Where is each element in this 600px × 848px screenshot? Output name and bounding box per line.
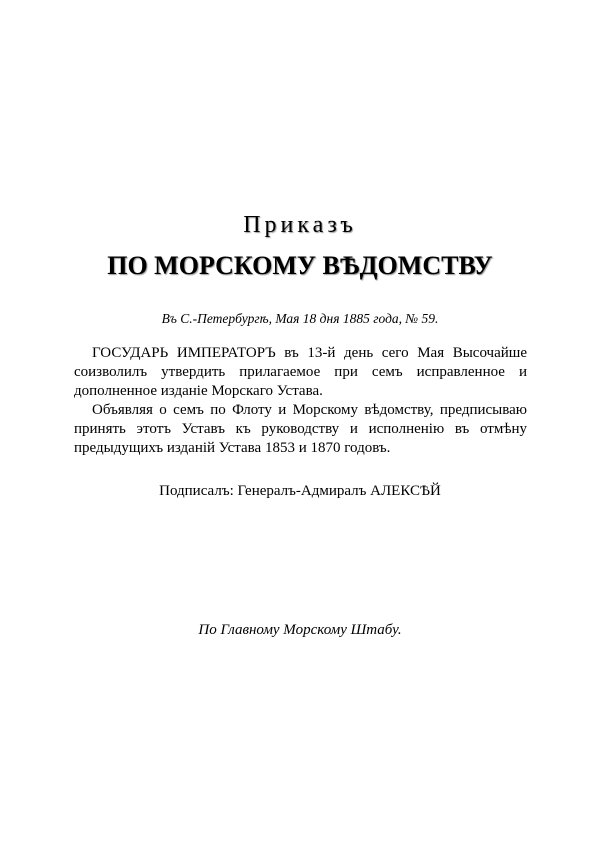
body-paragraph: Объявляя о семъ по Флоту и Морскому вѣдомству, предписываю принять этотъ Уставъ къ руководству и исполненію въ отмѣну предыдущихъ изданій Устава 1853 и 1870 годовъ. — [74, 402, 527, 456]
document-subtitle: ПО МОРСКОМУ ВѢДОМСТВУ — [107, 251, 493, 280]
order-body — [74, 344, 527, 458]
body-paragraph: ГОСУДАРЬ ИМПЕРАТОРЪ въ 13-й день сего Мая Высочайше соизволилъ утвердить прилагаемое при семъ исправленное и дополненное изданіе Морскаго Устава. — [74, 345, 527, 399]
document-title: Приказъ — [243, 212, 357, 238]
signature-line: Подписалъ: Генералъ-Адмиралъ АЛЕКСѢЙ — [159, 483, 441, 499]
footer-note: По Главному Морскому Штабу. — [198, 622, 402, 638]
dateline: Въ С.-Петербургѣ, Мая 18 дня 1885 года, № 59. — [161, 311, 439, 326]
